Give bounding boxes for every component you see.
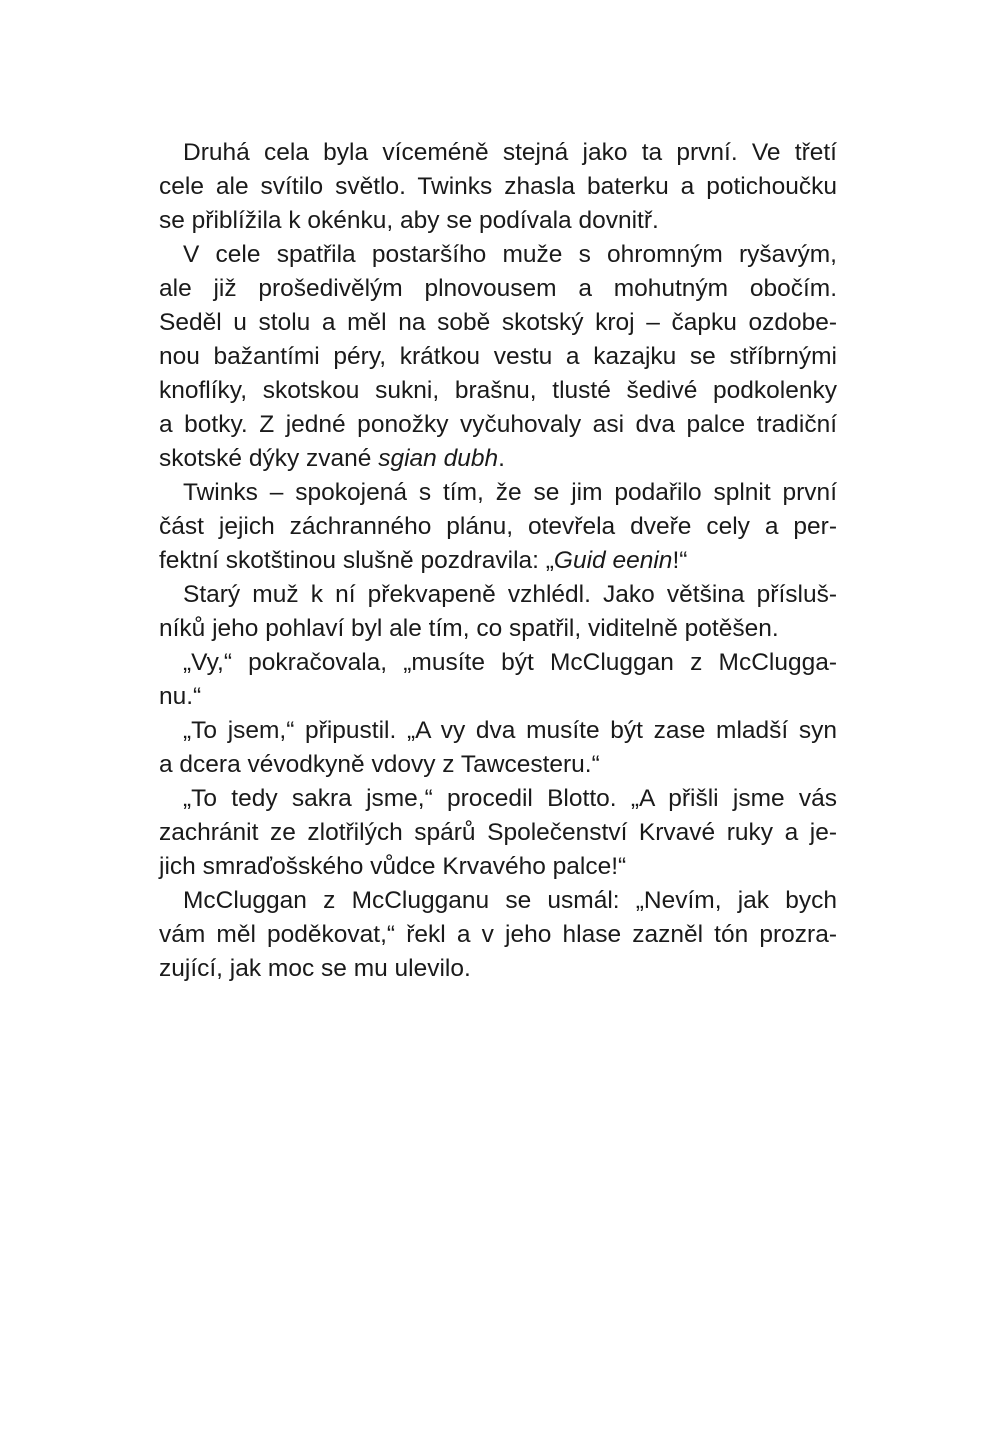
text-line [159,238,837,272]
text-run: a dcera vévodkyně vdovy z Tawcesteru.“ [159,751,600,778]
text-line [159,578,837,612]
text-line [159,476,837,510]
text-run: McCluggan z McClugganu se usmál: „Nevím, jak bych [183,887,837,914]
text-line [159,850,837,884]
text-run: fektní skotštinou slušně pozdravila: „ [159,547,554,574]
text-line [159,136,837,170]
text-run: Druhá cela byla víceméně stejná jako ta první. Ve třetí [183,139,837,166]
text-line [159,510,837,544]
text-run: cele ale svítilo světlo. Twinks zhasla baterku a potichoučku [159,173,837,200]
text-line [159,680,837,714]
text-run: Twinks – spokojená s tím, že se jim podařilo splnit první [183,479,837,506]
text-line [159,646,837,680]
text-run: V cele spatřila postaršího muže s ohromným ryšavým, [183,241,837,268]
text-run: zachránit ze zlotřilých spárů Společenství Krvavé ruky a je- [159,819,837,846]
text-line [159,204,837,238]
text-run: zující, jak moc se mu ulevilo. [159,955,471,982]
text-run: jich smraďošského vůdce Krvavého palce!“ [159,853,627,880]
text-line [159,340,837,374]
text-line [159,272,837,306]
text-line [159,374,837,408]
text-line [159,442,837,476]
text-run: „To tedy sakra jsme,“ procedil Blotto. „A přišli jsme vás [183,785,837,812]
text-run: se přiblížila k okénku, aby se podívala dovnitř. [159,207,659,234]
text-line [159,816,837,850]
text-run: Seděl u stolu a měl na sobě skotský kroj – čapku ozdobe- [159,309,837,336]
text-line [159,782,837,816]
text-run: „Vy,“ pokračovala, „musíte být McCluggan z McClugga- [183,649,837,676]
text-line [159,170,837,204]
text-run: knoflíky, skotskou sukni, brašnu, tlusté šedivé podkolenky [159,377,837,404]
text-line [159,748,837,782]
text-line [159,918,837,952]
text-line [159,612,837,646]
text-run: Starý muž k ní překvapeně vzhlédl. Jako většina přísluš- [183,581,837,608]
text-run: vám měl poděkovat,“ řekl a v jeho hlase zazněl tón prozra- [159,921,837,948]
text-line [159,408,837,442]
text-run: ale již prošedivělým plnovousem a mohutným obočím. [159,275,837,302]
text-run: !“ [672,547,688,574]
text-line [159,306,837,340]
text-run: nou bažantími péry, krátkou vestu a kazajku se stříbrnými [159,343,837,370]
italic-text: sgian dubh [378,445,499,472]
text-run: nu.“ [159,683,202,710]
text-run: „To jsem,“ připustil. „A vy dva musíte být zase mladší syn [183,717,837,744]
text-line [159,952,837,986]
text-run: . [498,445,505,472]
text-run: skotské dýky zvané [159,445,379,472]
text-line [159,884,837,918]
italic-text: Guid eenin [553,547,673,574]
text-run: část jejich záchranného plánu, otevřela dveře cely a per- [159,513,837,540]
text-run: a botky. Z jedné ponožky vyčuhovaly asi dva palce tradiční [159,411,837,438]
text-run: níků jeho pohlaví byl ale tím, co spatřil, viditelně potěšen. [159,615,779,642]
text-line [159,544,837,578]
body-text [159,136,837,986]
text-line [159,714,837,748]
